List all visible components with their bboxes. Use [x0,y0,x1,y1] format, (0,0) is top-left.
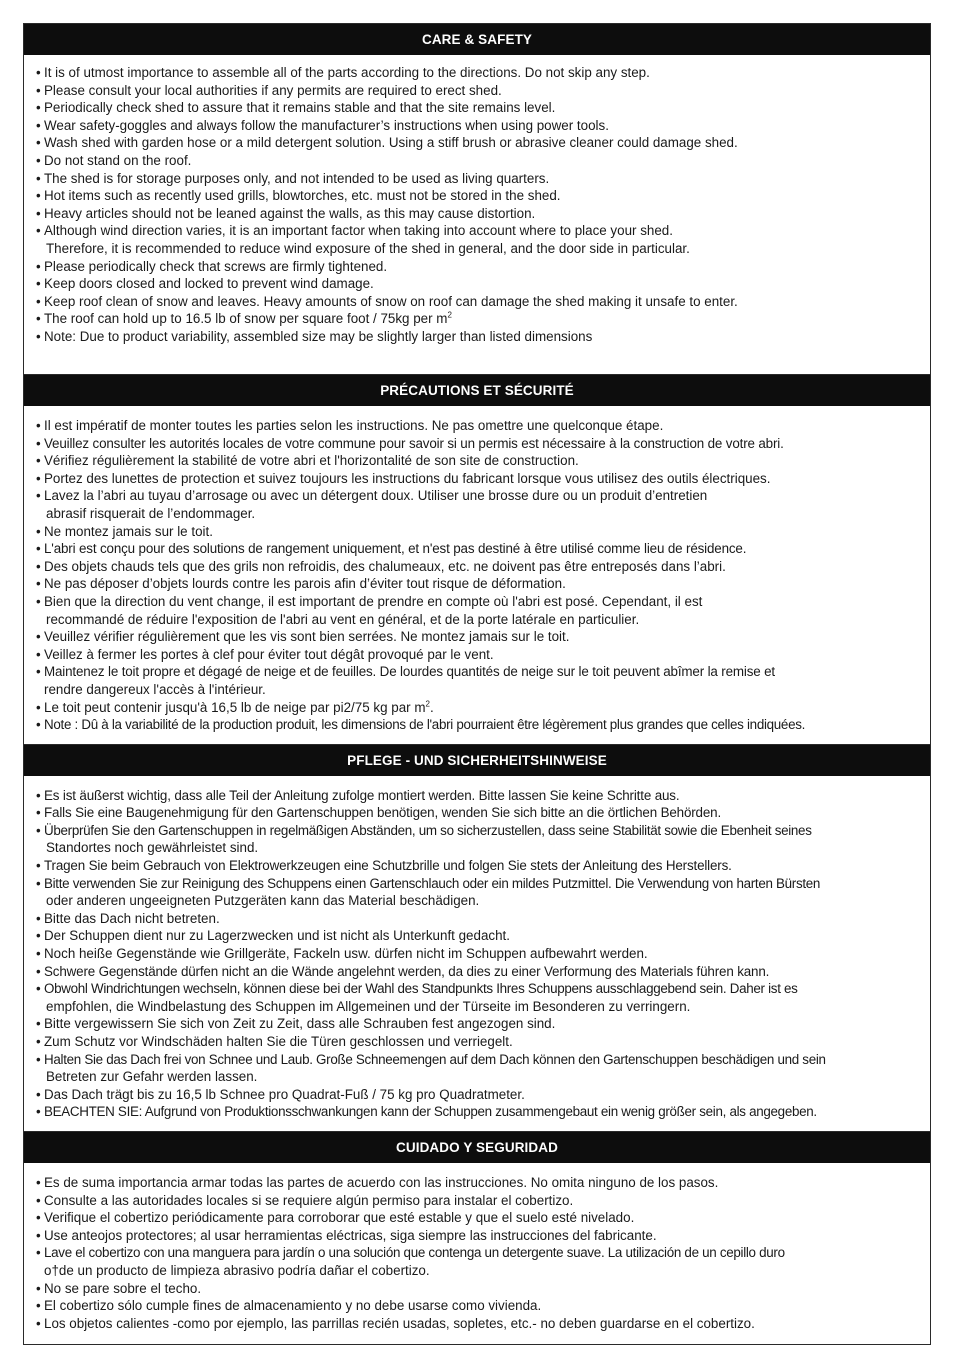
list-item: • Il est impératif de monter toutes les parties selon les instructions. Ne pas omettre une quelconque étape. [36,417,918,435]
list-item: • Halten Sie das Dach frei von Schnee und Laub. Große Schneemengen auf dem Dach können den Gartenschuppen beschädigen und sein Betreten zur Gefahr werden lassen. [36,1051,918,1086]
list-item: • Veuillez vérifier régulièrement que les vis sont bien serrées. Ne montez jamais sur le toit. [36,628,918,646]
section-body [24,1163,930,1344]
list-item: • Consulte a las autoridades locales si se requiere algún permiso para instalar el cobertizo. [36,1192,918,1210]
list-item: • Lavez la l’abri au tuyau d’arrosage ou avec un détergent doux. Utiliser une brosse dure ou un produit d’entretien abrasif risquerait de l’endommager. [36,487,918,522]
list-item: • Noch heiße Gegenstände wie Grillgeräte, Fackeln usw. dürfen nicht im Schuppen aufbewahrt werden. [36,945,918,963]
bullet-list [36,787,918,1121]
list-item: • Note: Due to product variability, assembled size may be slightly larger than listed dimensions [36,328,918,346]
cuidado-seguridad-section [23,1132,931,1345]
list-item: • Veillez à fermer les portes à clef pour éviter tout dégât provoqué par le vent. [36,646,918,664]
list-item: • Keep roof clean of snow and leaves. Heavy amounts of snow on roof can damage the shed making it unsafe to enter. [36,293,918,311]
section-body [24,776,930,1131]
list-item: • Lave el cobertizo con una manguera para jardín o una solución que contenga un detergente suave. La utilización de un cepillo duro o†de un producto de limpieza abrasivo podría dañar el cobertizo. [36,1244,918,1279]
list-item: • Bitte vergewissern Sie sich von Zeit zu Zeit, dass alle Schrauben fest angezogen sind. [36,1015,918,1033]
list-item: • It is of utmost importance to assemble all of the parts according to the directions. Do not skip any step. [36,64,918,82]
list-item: • Bien que la direction du vent change, il est important de prendre en compte où l'abri est posé. Cependant, il est recommandé de réduire l'exposition de l'abri au vent en général, et de la porte latérale en particulier. [36,593,918,628]
list-item: • Bitte verwenden Sie zur Reinigung des Schuppens einen Gartenschlauch oder ein mildes Putzmittel. Die Verwendung von harten Bürsten oder anderen ungeeigneten Putzgeräten kann das Material beschädigen. [36,875,918,910]
list-item: • Wear safety-goggles and always follow the manufacturer’s instructions when using power tools. [36,117,918,135]
list-item: • The shed is for storage purposes only, and not intended to be used as living quarters. [36,170,918,188]
list-item: • Portez des lunettes de protection et suivez toujours les instructions du fabricant lorsque vous utilisez des outils électriques. [36,470,918,488]
list-item: • El cobertizo sólo cumple fines de almacenamiento y no debe usarse como vivienda. [36,1297,918,1315]
list-item: • Verifique el cobertizo periódicamente para corroborar que esté estable y que el suelo esté nivelado. [36,1209,918,1227]
list-item: • Please periodically check that screws are firmly tightened. [36,258,918,276]
list-item: • Le toit peut contenir jusqu'à 16,5 lb de neige par pi2/75 kg par $m^2$. [36,699,918,717]
bullet-list [36,64,918,346]
list-item: • BEACHTEN SIE: Aufgrund von Produktionsschwankungen kann der Schuppen zusammengebaut ein wenig größer sein, als angegeben. [36,1103,918,1121]
safety-page [23,23,931,1345]
list-item: • Hot items such as recently used grills, blowtorches, etc. must not be stored in the shed. [36,187,918,205]
list-item: • Des objets chauds tels que des grils non refroidis, des chalumeaux, etc. ne doivent pas être entreposés dans l’abri. [36,558,918,576]
list-item: • Ne pas déposer d’objets lourds contre les parois afin d’éviter tout risque de déformation. [36,575,918,593]
list-item: • Although wind direction varies, it is an important factor when taking into account where to place your shed. Therefore, it is recommended to reduce wind exposure of the shed in general, and the door side in particular. [36,222,918,257]
list-item: • Es ist äußerst wichtig, dass alle Teil der Anleitung zufolge montiert werden. Bitte lassen Sie keine Schritte aus. [36,787,918,805]
list-item: • Maintenez le toit propre et dégagé de neige et de feuilles. De lourdes quantités de neige sur le toit peuvent abîmer la remise et rendre dangereux l'accès à l'intérieur. [36,663,918,698]
list-item: • L'abri est conçu pour des solutions de rangement uniquement, et n'est pas destiné à être utilisé comme lieu de résidence. [36,540,918,558]
list-item: • Los objetos calientes -como por ejemplo, las parrillas recién usadas, sopletes, etc.- no deben guardarse en el cobertizo. [36,1315,918,1333]
list-item: • Falls Sie eine Baugenehmigung für den Gartenschuppen benötigen, wenden Sie sich bitte an die örtlichen Behörden. [36,804,918,822]
list-item: • Heavy articles should not be leaned against the walls, as this may cause distortion. [36,205,918,223]
list-item: • Der Schuppen dient nur zu Lagerzwecken und ist nicht als Unterkunft gedacht. [36,927,918,945]
list-item: • Use anteojos protectores; al usar herramientas eléctricas, siga siempre las instrucciones del fabricante. [36,1227,918,1245]
list-item: • Tragen Sie beim Gebrauch von Elektrowerkzeugen eine Schutzbrille und folgen Sie stets der Anleitung des Herstellers. [36,857,918,875]
list-item: • Note : Dû à la variabilité de la production produit, les dimensions de l'abri pourraient être légèrement plus grandes que celles indiquées. [36,716,918,734]
list-item: • Bitte das Dach nicht betreten. [36,910,918,928]
list-item: • Do not stand on the roof. [36,152,918,170]
section-title: CARE & SAFETY [24,24,930,55]
list-item: • Please consult your local authorities if any permits are required to erect shed. [36,82,918,100]
section-body [24,406,930,744]
list-item: • Schwere Gegenstände dürfen nicht an die Wände angelehnt werden, da dies zu einer Verformung des Materials führen kann. [36,963,918,981]
section-title: CUIDADO Y SEGURIDAD [24,1132,930,1163]
list-item: • Keep doors closed and locked to prevent wind damage. [36,275,918,293]
list-item: • Vérifiez régulièrement la stabilité de votre abri et l'horizontalité de son site de construction. [36,452,918,470]
list-item: • Obwohl Windrichtungen wechseln, können diese bei der Wahl des Standpunkts Ihres Schuppens ausschlaggebend sein. Daher ist es empfohlen, die Windbelastung des Schuppen im Allgemeinen und der Türseite im Besonderen zu verringern. [36,980,918,1015]
section-title: PFLEGE - UND SICHERHEITSHINWEISE [24,745,930,776]
list-item: • Zum Schutz vor Windschäden halten Sie die Türen geschlossen und verriegelt. [36,1033,918,1051]
bullet-list [36,417,918,734]
precautions-securite-section [23,375,931,745]
list-item: • The roof can hold up to 16.5 lb of snow per square foot / 75kg per $m^2$ [36,310,918,328]
care-safety-section [23,23,931,375]
bullet-list [36,1174,918,1332]
pflege-sicherheit-section [23,745,931,1132]
list-item: • Überprüfen Sie den Gartenschuppen in regelmäßigen Abständen, um so sicherzustellen, dass seine Stabilität sowie die Ebenheit seines Standortes noch gewährleistet sind. [36,822,918,857]
list-item: • Ne montez jamais sur le toit. [36,523,918,541]
section-body [24,55,930,374]
list-item: • No se pare sobre el techo. [36,1280,918,1298]
list-item: • Periodically check shed to assure that it remains stable and that the site remains level. [36,99,918,117]
list-item: • Wash shed with garden hose or a mild detergent solution. Using a stiff brush or abrasive cleaner could damage shed. [36,134,918,152]
list-item: • Das Dach trägt bis zu 16,5 lb Schnee pro Quadrat-Fuß / 75 kg pro Quadratmeter. [36,1086,918,1104]
list-item: • Veuillez consulter les autorités locales de votre commune pour savoir si un permis est nécessaire à la construction de votre abri. [36,435,918,453]
list-item: • Es de suma importancia armar todas las partes de acuerdo con las instrucciones. No omita ninguno de los pasos. [36,1174,918,1192]
section-title: PRÉCAUTIONS ET SÉCURITÉ [24,375,930,406]
